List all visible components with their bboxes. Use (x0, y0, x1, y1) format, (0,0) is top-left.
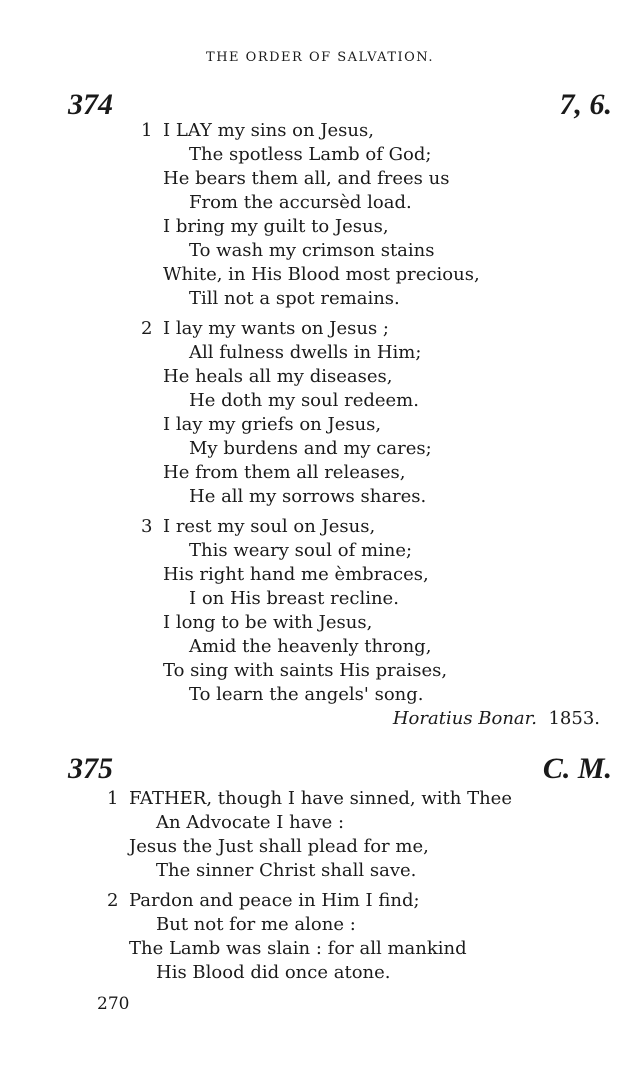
page-number: 270 (97, 994, 130, 1014)
verse-number: 1 (107, 788, 119, 809)
verse-line: To wash my crimson stains (189, 240, 435, 261)
verse-number: 2 (107, 890, 119, 911)
verse-line: Jesus the Just shall plead for me, (129, 836, 429, 857)
verse-line: The sinner Christ shall save. (156, 860, 417, 881)
verse-line: To learn the angels' song. (189, 684, 424, 705)
verse-line-text: I rest my soul on Jesus, (163, 516, 376, 537)
hymn-374-number: 374 (68, 88, 113, 121)
verse-line (107, 890, 420, 912)
hymn-375-number: 375 (68, 752, 113, 785)
verse-line: The spotless Lamb of God; (189, 144, 432, 165)
verse-line: He doth my soul redeem. (189, 390, 419, 411)
verse-line: I lay my griefs on Jesus, (163, 414, 382, 435)
verse-line: He all my sorrows shares. (189, 486, 427, 507)
verse-line: All fulness dwells in Him; (189, 342, 422, 363)
verse-line (141, 318, 389, 340)
verse-line (141, 120, 374, 142)
verse-line: I bring my guilt to Jesus, (163, 216, 389, 237)
verse-line: I long to be with Jesus, (163, 612, 373, 633)
verse-line: The Lamb was slain : for all mankind (129, 938, 467, 959)
hymn-375-meter: C. M. (542, 752, 612, 785)
verse-line: His right hand me èmbraces, (163, 564, 429, 585)
verse-line: This weary soul of mine; (189, 540, 413, 561)
verse-number: 2 (141, 318, 153, 339)
verse-line: Amid the heavenly throng, (189, 636, 432, 657)
verse-line: But not for me alone : (156, 914, 356, 935)
verse-line (141, 516, 375, 538)
verse-line: His Blood did once atone. (156, 962, 391, 983)
running-head: THE ORDER OF SALVATION. (206, 50, 434, 65)
hymn-374-meter: 7, 6. (559, 88, 612, 121)
verse-number: 1 (141, 120, 153, 141)
verse-line: He from them all releases, (163, 462, 406, 483)
verse-line: To sing with saints His praises, (163, 660, 448, 681)
verse-line-text: I LAY my sins on Jesus, (163, 120, 374, 141)
verse-number: 3 (141, 516, 153, 537)
verse-line-text: Pardon and peace in Him I find; (129, 890, 420, 911)
verse-line: From the accursèd load. (189, 192, 412, 213)
verse-line: I on His breast recline. (189, 588, 399, 609)
verse-line-text: I lay my wants on Jesus ; (163, 318, 389, 339)
verse-line: White, in His Blood most precious, (163, 264, 480, 285)
verse-line: He heals all my diseases, (163, 366, 393, 387)
attribution (393, 708, 600, 729)
verse-line: Till not a spot remains. (189, 288, 400, 309)
verse-line-text: FATHER, though I have sinned, with Thee (129, 788, 512, 809)
verse-line: He bears them all, and frees us (163, 168, 450, 189)
verse-line: An Advocate I have : (156, 812, 345, 833)
attribution-year: 1853. (548, 708, 600, 729)
author-name: Horatius Bonar. (392, 708, 538, 729)
verse-line: My burdens and my cares; (189, 438, 432, 459)
verse-line (107, 788, 512, 810)
